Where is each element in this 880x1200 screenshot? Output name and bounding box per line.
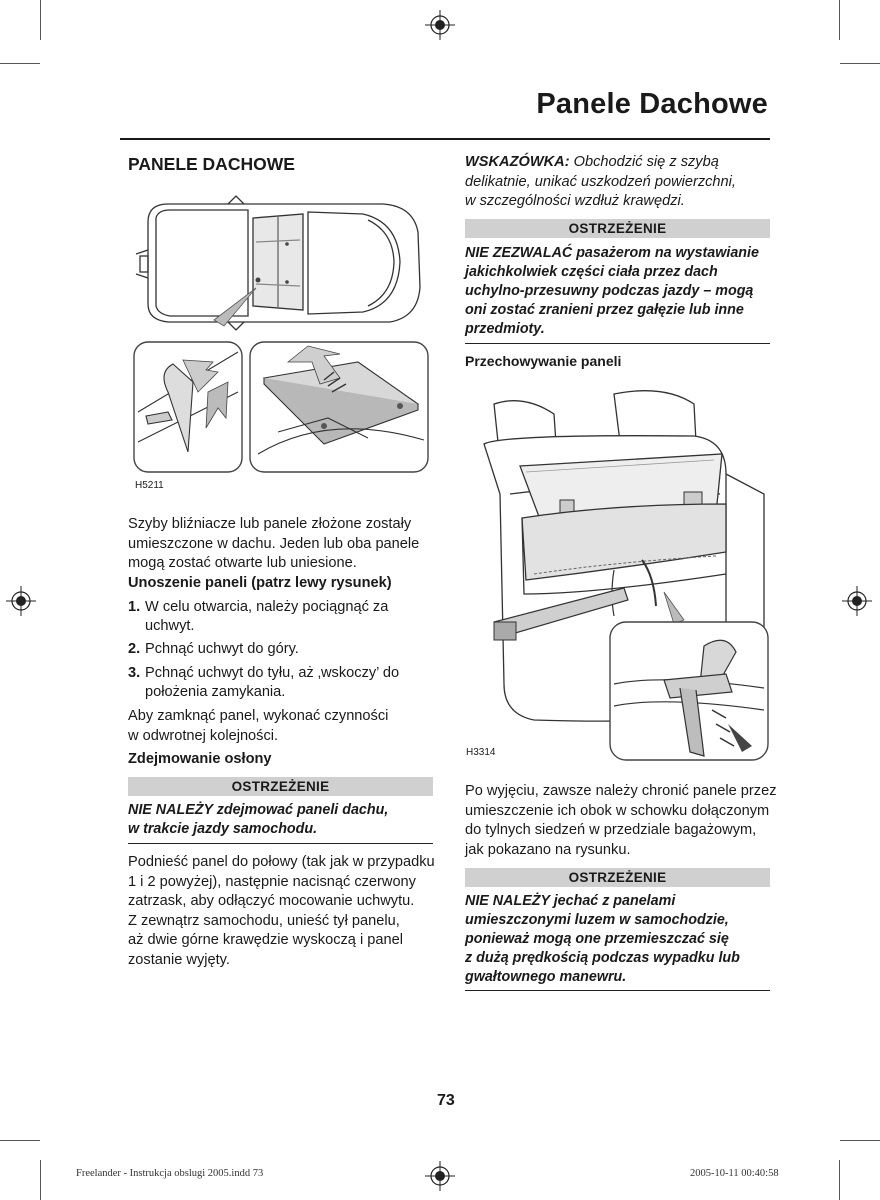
page-title: Panele Dachowe [536, 88, 768, 120]
footer-timestamp: 2005-10-11 00:40:58 [690, 1168, 779, 1179]
step-item [128, 664, 399, 684]
text-line: aż dwie górne krawędzie wyskoczą i panel [128, 932, 403, 948]
step-number: 2. [128, 641, 141, 657]
crop-mark [840, 1140, 880, 1141]
page-number: 73 [437, 1092, 455, 1109]
text-line: Obchodzić się z szybą [569, 154, 719, 170]
text-line: Po wyjęciu, zawsze należy chronić panele przez [465, 783, 777, 799]
step-number: 1. [128, 599, 141, 615]
text-line: uchylno-przesuwny podczas jazdy – mogą [465, 283, 754, 299]
text-line: Aby zamknąć panel, wykonać czynności [128, 708, 389, 724]
text-line: Z zewnątrz samochodu, unieść tył panelu, [128, 912, 400, 929]
registration-mark-icon [425, 1161, 455, 1191]
tip-label: WSKAZÓWKA: [465, 154, 570, 170]
figure-caption: H3314 [466, 747, 496, 758]
crop-mark [839, 1160, 840, 1200]
text-line: umieszczenie ich obok w schowku dołączonym [465, 802, 770, 819]
registration-mark-icon [6, 586, 36, 616]
text-line: NIE NALEŻY zdejmować paneli dachu, [128, 802, 389, 818]
section-heading: PANELE DACHOWE [128, 154, 295, 174]
warning-banner: OSTRZEŻENIE [128, 777, 433, 796]
registration-mark-icon [425, 10, 455, 40]
text-line: ponieważ mogą one przemieszczać się [465, 931, 729, 947]
text-line: mogą zostać otwarte lub uniesione. [128, 555, 357, 571]
warning-rule [465, 343, 770, 344]
step-item-continued: uchwyt. [145, 618, 195, 634]
text-line: Szyby bliźniacze lub panele złożone zostały [128, 516, 412, 532]
figure-car-roof-panels [128, 192, 434, 488]
warning-rule [465, 990, 770, 991]
text-line: w odwrotnej kolejności. [128, 727, 279, 744]
warning-rule [128, 843, 433, 844]
warning-banner: OSTRZEŻENIE [465, 219, 770, 238]
crop-mark [40, 0, 41, 40]
step-text: Pchnąć uchwyt do góry. [145, 641, 299, 657]
subheading: Unoszenie paneli (patrz lewy rysunek) [128, 575, 392, 591]
text-line: do tylnych siedzeń w przedziale bagażowym, [465, 822, 757, 838]
step-item [128, 598, 388, 618]
text-line: przedmioty. [465, 321, 545, 337]
text-line: umieszczonymi luzem w samochodzie, [465, 912, 729, 928]
warning-text [128, 801, 388, 839]
text-line: w trakcie jazdy samochodu. [128, 821, 318, 837]
text-line: oni zostać zranieni przez gałęzie lub inne [465, 302, 744, 318]
figure-caption: H5211 [135, 480, 164, 491]
text-line: umieszczone w dachu. Jeden lub oba panele [128, 535, 420, 552]
registration-mark-icon [842, 586, 872, 616]
text-line: z dużą prędkością podczas wypadku lub [465, 950, 740, 966]
warning-text [465, 892, 740, 987]
step-number: 3. [128, 665, 141, 681]
footer-file-info: Freelander - Instrukcja obslugi 2005.indd 73 [76, 1168, 264, 1179]
warning-text [465, 244, 759, 339]
text-line: gwałtownego manewru. [465, 969, 627, 985]
crop-mark [0, 1140, 40, 1141]
crop-mark [839, 0, 840, 40]
text-line: delikatnie, unikać uszkodzeń powierzchni, [465, 173, 736, 190]
step-text: W celu otwarcia, należy pociągnąć za [145, 599, 389, 615]
text-line: NIE ZEZWALAĆ pasażerom na wystawianie [465, 245, 759, 261]
crop-mark [0, 63, 40, 64]
close-paragraph [128, 707, 388, 746]
storage-paragraph [465, 782, 777, 860]
text-line: w szczególności wzdłuż krawędzi. [465, 193, 685, 209]
warning-banner: OSTRZEŻENIE [465, 868, 770, 887]
text-line: jak pokazano na rysunku. [465, 841, 631, 858]
intro-paragraph [128, 515, 438, 574]
step-item-continued: położenia zamykania. [145, 684, 286, 700]
text-line: zatrzask, aby odłączyć mocowanie uchwytu. [128, 893, 415, 909]
text-line: jakichkolwiek części ciała przez dach [465, 264, 718, 280]
subheading: Zdejmowanie osłony [128, 751, 272, 767]
step-item [128, 640, 299, 660]
crop-mark [840, 63, 880, 64]
title-rule [120, 138, 770, 140]
text-line: 1 i 2 powyżej), następnie nacisnąć czerwony [128, 873, 416, 890]
text-line: Podnieść panel do połowy (tak jak w przypadku [128, 854, 435, 870]
figure-panel-storage [464, 384, 770, 770]
text-line: zostanie wyjęty. [128, 951, 230, 968]
text-line: NIE NALEŻY jechać z panelami [465, 893, 676, 909]
removal-paragraph [128, 853, 435, 970]
subheading: Przechowywanie paneli [465, 353, 622, 369]
crop-mark [40, 1160, 41, 1200]
tip-note [465, 153, 736, 212]
step-text: Pchnąć uchwyt do tyłu, aż ‚wskoczy’ do [145, 665, 400, 681]
